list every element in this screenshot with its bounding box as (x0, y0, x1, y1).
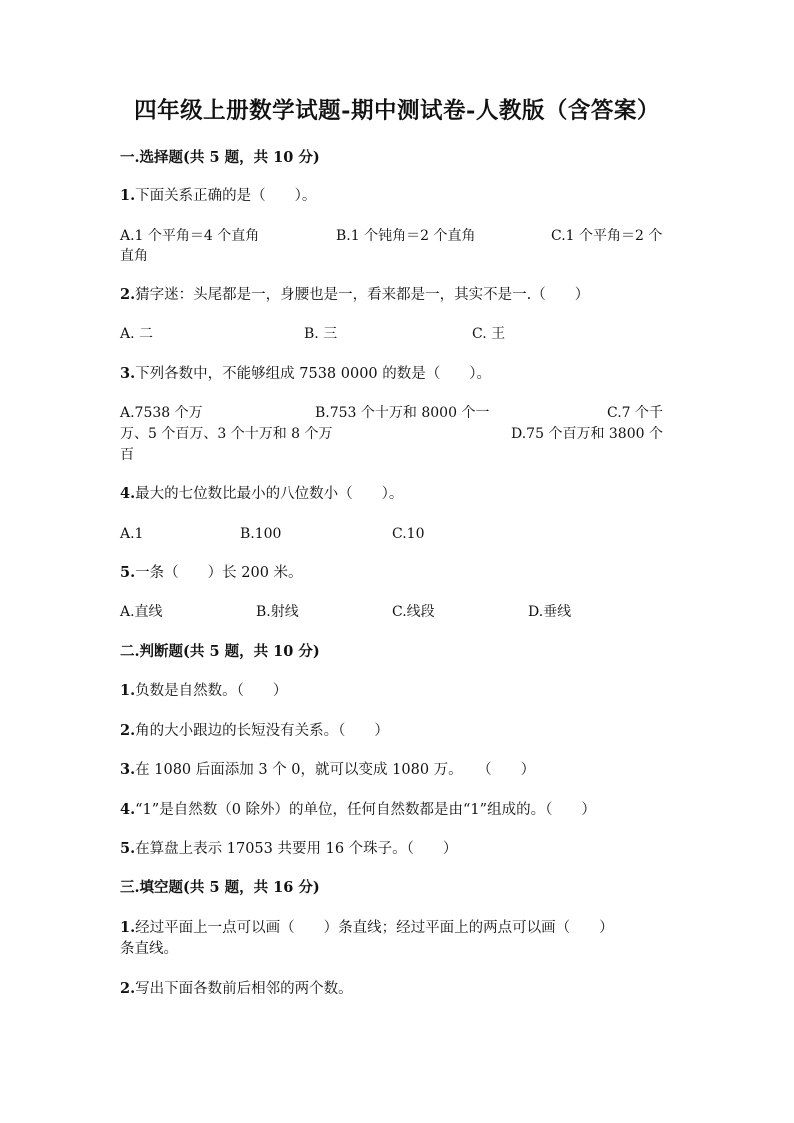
question (120, 285, 589, 305)
option: C.1 个平角＝2 个 (551, 228, 663, 244)
option: A.7538 个万 (120, 405, 203, 421)
question (120, 681, 287, 701)
option: C.7 个千 (607, 405, 664, 421)
question-number: 1. (120, 682, 136, 699)
question-text: 负数是自然数。（ ） (135, 683, 288, 699)
question-text: 在算盘上表示 17053 共要用 16 个珠子。（ ） (135, 841, 458, 857)
question-text: 猜字迷：头尾都是一，身腰也是一，看来都是一，其实不是一.（ ） (135, 287, 590, 303)
option: 万、5 个百万、3 个十万和 8 个万 (120, 426, 333, 442)
question-number: 5. (120, 840, 136, 857)
question-text: 最大的七位数比最小的八位数小（ ）。 (135, 486, 404, 502)
question-number: 5. (120, 564, 136, 581)
option: A.1 个平角＝4 个直角 (120, 228, 260, 244)
question (120, 800, 596, 820)
question (120, 979, 353, 999)
question (120, 364, 491, 384)
option: B.射线 (256, 604, 299, 620)
question-text: 在 1080 后面添加 3 个 0，就可以变成 1080 万。 （ ） (135, 762, 536, 778)
option: D.75 个百万和 3800 个 (511, 426, 663, 442)
question-number: 4. (120, 485, 136, 502)
question-text: 写出下面各数前后相邻的两个数。 (135, 981, 353, 997)
question-number: 4. (120, 801, 136, 818)
question-text: 经过平面上一点可以画（ ）条直线；经过平面上的两点可以画（ ） (135, 920, 614, 936)
question (120, 839, 457, 859)
option: C. 王 (472, 326, 506, 342)
question-text: 下列各数中，不能够组成 7538 0000 的数是（ ）。 (135, 366, 492, 382)
question (120, 721, 389, 741)
option: 百 (120, 447, 134, 463)
question-number: 1. (120, 919, 136, 936)
option: C.10 (392, 526, 425, 542)
question-number: 2. (120, 722, 136, 739)
option: A.直线 (120, 604, 163, 620)
page-title: 四年级上册数学试题-期中测试卷-人教版（含答案） (134, 98, 660, 124)
question (120, 563, 303, 583)
option: C.线段 (392, 604, 435, 620)
option: 直角 (120, 248, 148, 264)
option: A. 二 (120, 326, 154, 342)
option: B.753 个十万和 8000 个一 (315, 405, 490, 421)
section-heading-fill: 三.填空题(共 5 题，共 16 分) (120, 879, 320, 896)
question-text: 角的大小跟边的长短没有关系。（ ） (135, 723, 389, 739)
question-text: “1”是自然数（0 除外）的单位，任何自然数都是由“1”组成的。（ ） (135, 802, 596, 818)
question (120, 484, 403, 504)
question-number: 3. (120, 365, 136, 382)
question (120, 186, 316, 206)
question-number: 2. (120, 286, 136, 303)
option: D.垂线 (528, 604, 572, 620)
option: B.1 个钝角＝2 个直角 (336, 228, 476, 244)
question-continuation: 条直线。 (120, 941, 178, 957)
option: B. 三 (304, 326, 338, 342)
question-text: 一条（ ）长 200 米。 (135, 565, 303, 581)
question-number: 2. (120, 980, 136, 997)
section-heading-judgment: 二.判断题(共 5 题，共 10 分) (120, 643, 320, 660)
option: A.1 (120, 526, 144, 542)
option: B.100 (240, 526, 282, 542)
question-text: 下面关系正确的是（ ）。 (135, 188, 317, 204)
question-number: 3. (120, 761, 136, 778)
question-number: 1. (120, 187, 136, 204)
question (120, 760, 535, 780)
section-heading-choice: 一.选择题(共 5 题，共 10 分) (120, 149, 320, 166)
question (120, 918, 614, 938)
